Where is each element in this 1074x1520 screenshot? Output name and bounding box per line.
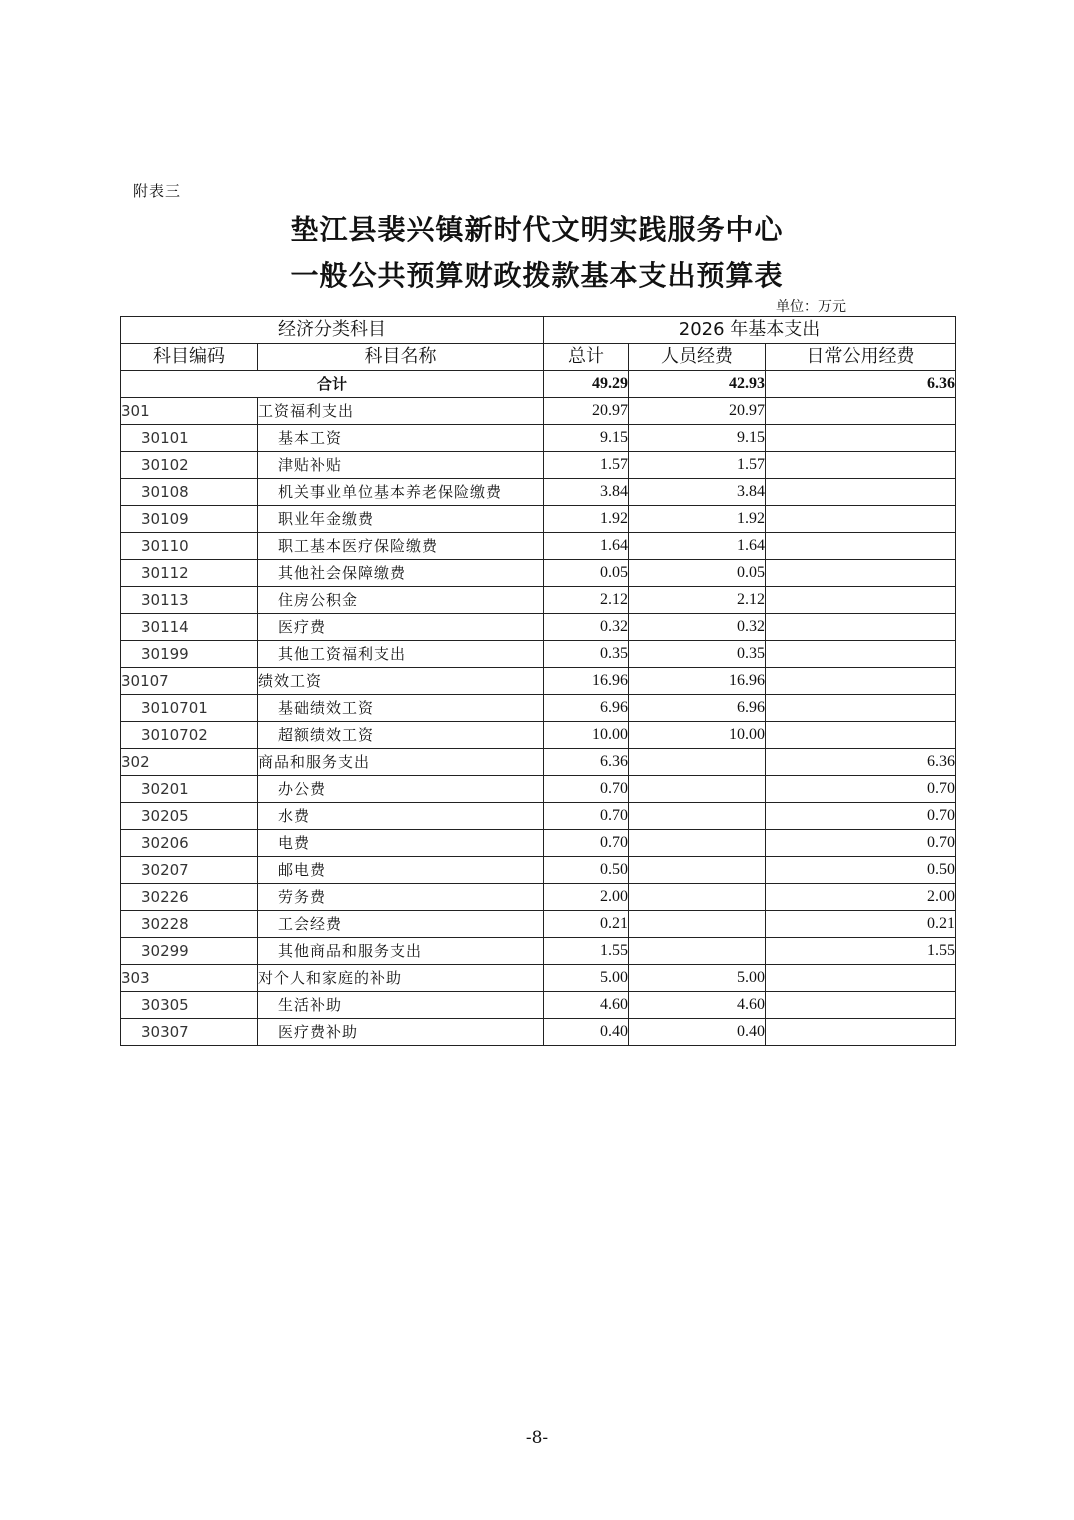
code-cell: 30101 bbox=[121, 425, 258, 452]
public-cell: 0.70 bbox=[766, 776, 956, 803]
name-cell: 邮电费 bbox=[258, 857, 544, 884]
total-cell: 6.36 bbox=[544, 749, 629, 776]
code-cell: 30201 bbox=[121, 776, 258, 803]
table-row bbox=[121, 830, 956, 857]
name-cell: 电费 bbox=[258, 830, 544, 857]
public-cell: 0.70 bbox=[766, 830, 956, 857]
public-cell: 2.00 bbox=[766, 884, 956, 911]
total-cell: 4.60 bbox=[544, 992, 629, 1019]
code-cell: 30113 bbox=[121, 587, 258, 614]
name-cell: 职工基本医疗保险缴费 bbox=[258, 533, 544, 560]
public-cell bbox=[766, 560, 956, 587]
name-cell: 其他商品和服务支出 bbox=[258, 938, 544, 965]
total-cell: 2.12 bbox=[544, 587, 629, 614]
total-cell: 0.21 bbox=[544, 911, 629, 938]
table-row bbox=[121, 749, 956, 776]
code-cell: 30108 bbox=[121, 479, 258, 506]
group-header-economic-class: 经济分类科目 bbox=[121, 317, 544, 344]
personnel-cell bbox=[629, 911, 766, 938]
public-cell bbox=[766, 1019, 956, 1046]
name-cell: 医疗费补助 bbox=[258, 1019, 544, 1046]
total-cell: 0.05 bbox=[544, 560, 629, 587]
code-cell: 30305 bbox=[121, 992, 258, 1019]
table-row bbox=[121, 1019, 956, 1046]
total-cell: 6.96 bbox=[544, 695, 629, 722]
name-cell: 基础绩效工资 bbox=[258, 695, 544, 722]
total-cell: 0.40 bbox=[544, 1019, 629, 1046]
table-row bbox=[121, 722, 956, 749]
total-cell: 49.29 bbox=[544, 371, 629, 398]
personnel-cell: 1.57 bbox=[629, 452, 766, 479]
table-row bbox=[121, 614, 956, 641]
code-cell: 30226 bbox=[121, 884, 258, 911]
personnel-cell bbox=[629, 884, 766, 911]
column-header-public: 日常公用经费 bbox=[766, 344, 956, 371]
personnel-cell: 0.05 bbox=[629, 560, 766, 587]
name-cell: 住房公积金 bbox=[258, 587, 544, 614]
personnel-cell: 42.93 bbox=[629, 371, 766, 398]
total-cell: 2.00 bbox=[544, 884, 629, 911]
name-cell: 津贴补贴 bbox=[258, 452, 544, 479]
budget-table bbox=[120, 316, 956, 1046]
public-cell: 6.36 bbox=[766, 749, 956, 776]
name-cell: 水费 bbox=[258, 803, 544, 830]
public-cell bbox=[766, 992, 956, 1019]
public-cell bbox=[766, 398, 956, 425]
total-cell: 0.70 bbox=[544, 803, 629, 830]
public-cell bbox=[766, 722, 956, 749]
public-cell bbox=[766, 533, 956, 560]
personnel-cell: 5.00 bbox=[629, 965, 766, 992]
code-cell: 30307 bbox=[121, 1019, 258, 1046]
total-cell: 1.92 bbox=[544, 506, 629, 533]
name-cell: 机关事业单位基本养老保险缴费 bbox=[258, 479, 544, 506]
public-cell bbox=[766, 587, 956, 614]
public-cell bbox=[766, 695, 956, 722]
code-cell: 30206 bbox=[121, 830, 258, 857]
column-header-personnel: 人员经费 bbox=[629, 344, 766, 371]
code-cell: 30207 bbox=[121, 857, 258, 884]
name-cell: 商品和服务支出 bbox=[258, 749, 544, 776]
name-cell: 办公费 bbox=[258, 776, 544, 803]
table-row bbox=[121, 992, 956, 1019]
total-cell: 0.70 bbox=[544, 830, 629, 857]
public-cell bbox=[766, 425, 956, 452]
total-cell: 16.96 bbox=[544, 668, 629, 695]
page-number: -8- bbox=[525, 1428, 549, 1448]
group-header-basic-expenditure: 2026 年基本支出 bbox=[544, 317, 956, 344]
name-cell: 劳务费 bbox=[258, 884, 544, 911]
table-row bbox=[121, 641, 956, 668]
name-cell: 超额绩效工资 bbox=[258, 722, 544, 749]
code-cell: 30199 bbox=[121, 641, 258, 668]
public-cell: 0.70 bbox=[766, 803, 956, 830]
total-cell: 0.70 bbox=[544, 776, 629, 803]
total-cell: 5.00 bbox=[544, 965, 629, 992]
document-title-line1: 垫江县裴兴镇新时代文明实践服务中心 bbox=[290, 213, 784, 246]
personnel-cell: 10.00 bbox=[629, 722, 766, 749]
public-cell bbox=[766, 614, 956, 641]
personnel-cell: 0.32 bbox=[629, 614, 766, 641]
code-cell: 30228 bbox=[121, 911, 258, 938]
personnel-cell: 0.35 bbox=[629, 641, 766, 668]
table-row bbox=[121, 776, 956, 803]
name-cell: 其他社会保障缴费 bbox=[258, 560, 544, 587]
column-header-total: 总计 bbox=[544, 344, 629, 371]
total-cell: 10.00 bbox=[544, 722, 629, 749]
total-cell: 1.57 bbox=[544, 452, 629, 479]
personnel-cell bbox=[629, 938, 766, 965]
name-cell: 工资福利支出 bbox=[258, 398, 544, 425]
name-cell: 工会经费 bbox=[258, 911, 544, 938]
public-cell bbox=[766, 641, 956, 668]
table-row bbox=[121, 911, 956, 938]
name-cell: 绩效工资 bbox=[258, 668, 544, 695]
personnel-cell: 1.64 bbox=[629, 533, 766, 560]
personnel-cell bbox=[629, 857, 766, 884]
total-cell: 0.32 bbox=[544, 614, 629, 641]
table-row bbox=[121, 587, 956, 614]
total-cell: 0.50 bbox=[544, 857, 629, 884]
personnel-cell: 4.60 bbox=[629, 992, 766, 1019]
code-cell: 3010702 bbox=[121, 722, 258, 749]
total-cell: 0.35 bbox=[544, 641, 629, 668]
code-cell: 302 bbox=[121, 749, 258, 776]
public-cell: 0.50 bbox=[766, 857, 956, 884]
name-cell: 医疗费 bbox=[258, 614, 544, 641]
table-row bbox=[121, 506, 956, 533]
total-label: 合计 bbox=[121, 371, 544, 398]
name-cell: 对个人和家庭的补助 bbox=[258, 965, 544, 992]
public-cell bbox=[766, 668, 956, 695]
public-cell: 6.36 bbox=[766, 371, 956, 398]
code-cell: 3010701 bbox=[121, 695, 258, 722]
table-row bbox=[121, 668, 956, 695]
code-cell: 303 bbox=[121, 965, 258, 992]
personnel-cell: 6.96 bbox=[629, 695, 766, 722]
personnel-cell: 3.84 bbox=[629, 479, 766, 506]
table-row bbox=[121, 425, 956, 452]
total-row bbox=[121, 371, 956, 398]
table-row bbox=[121, 533, 956, 560]
column-header-name: 科目名称 bbox=[258, 344, 544, 371]
table-row bbox=[121, 398, 956, 425]
total-cell: 1.55 bbox=[544, 938, 629, 965]
name-cell: 其他工资福利支出 bbox=[258, 641, 544, 668]
public-cell bbox=[766, 452, 956, 479]
table-row bbox=[121, 884, 956, 911]
code-cell: 30102 bbox=[121, 452, 258, 479]
code-cell: 30112 bbox=[121, 560, 258, 587]
personnel-cell bbox=[629, 803, 766, 830]
personnel-cell: 9.15 bbox=[629, 425, 766, 452]
public-cell bbox=[766, 479, 956, 506]
total-cell: 3.84 bbox=[544, 479, 629, 506]
public-cell bbox=[766, 506, 956, 533]
unit-label: 单位：万元 bbox=[776, 299, 846, 315]
table-row bbox=[121, 479, 956, 506]
code-cell: 30114 bbox=[121, 614, 258, 641]
table-row bbox=[121, 560, 956, 587]
public-cell bbox=[766, 965, 956, 992]
code-cell: 30205 bbox=[121, 803, 258, 830]
code-cell: 30110 bbox=[121, 533, 258, 560]
table-row bbox=[121, 803, 956, 830]
personnel-cell bbox=[629, 749, 766, 776]
attachment-label: 附表三 bbox=[133, 182, 182, 200]
total-cell: 1.64 bbox=[544, 533, 629, 560]
name-cell: 生活补助 bbox=[258, 992, 544, 1019]
code-cell: 30299 bbox=[121, 938, 258, 965]
name-cell: 基本工资 bbox=[258, 425, 544, 452]
code-cell: 301 bbox=[121, 398, 258, 425]
table-row bbox=[121, 965, 956, 992]
table-row bbox=[121, 452, 956, 479]
name-cell: 职业年金缴费 bbox=[258, 506, 544, 533]
total-cell: 9.15 bbox=[544, 425, 629, 452]
personnel-cell: 0.40 bbox=[629, 1019, 766, 1046]
table-row bbox=[121, 857, 956, 884]
public-cell: 1.55 bbox=[766, 938, 956, 965]
column-header-code: 科目编码 bbox=[121, 344, 258, 371]
total-cell: 20.97 bbox=[544, 398, 629, 425]
code-cell: 30109 bbox=[121, 506, 258, 533]
personnel-cell: 16.96 bbox=[629, 668, 766, 695]
document-title-line2: 一般公共预算财政拨款基本支出预算表 bbox=[290, 259, 784, 292]
personnel-cell: 1.92 bbox=[629, 506, 766, 533]
code-cell: 30107 bbox=[121, 668, 258, 695]
personnel-cell: 20.97 bbox=[629, 398, 766, 425]
table-row bbox=[121, 938, 956, 965]
personnel-cell: 2.12 bbox=[629, 587, 766, 614]
personnel-cell bbox=[629, 830, 766, 857]
table-row bbox=[121, 695, 956, 722]
personnel-cell bbox=[629, 776, 766, 803]
public-cell: 0.21 bbox=[766, 911, 956, 938]
